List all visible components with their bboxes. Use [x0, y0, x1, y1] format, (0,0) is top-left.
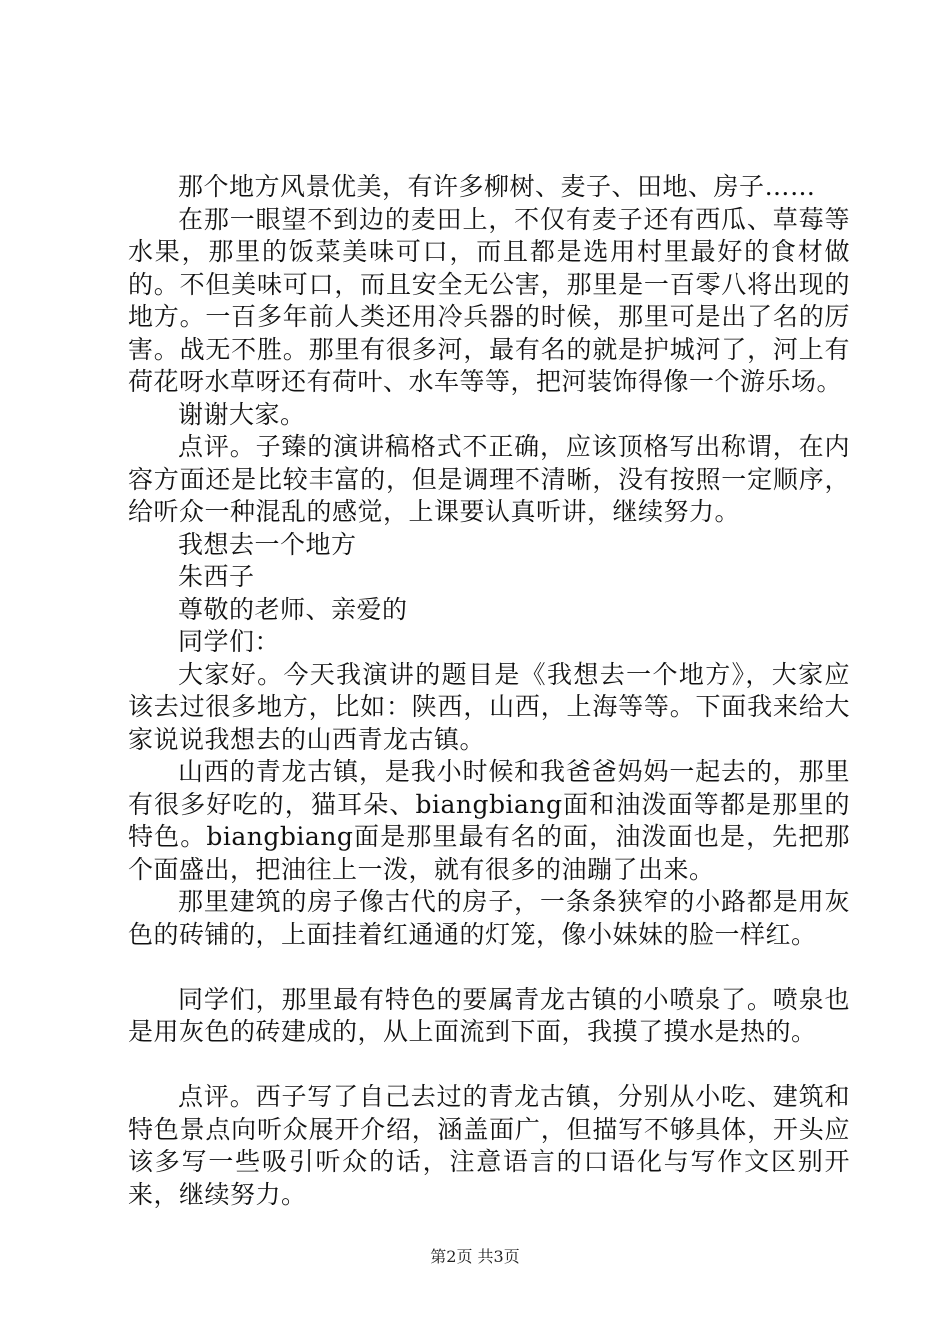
salutation-line-1: 尊敬的老师、亲爱的	[178, 594, 408, 624]
speech-title: 我想去一个地方	[178, 529, 357, 559]
paragraph-thanks: 谢谢大家。	[178, 399, 306, 429]
document-body	[128, 171, 850, 1211]
paragraph-comment-xizi: 点评。西子写了自己去过的青龙古镇，分别从小吃、建筑和特色景点向听众展开介绍，涵盖面广，但描写不够具体，开头应该多写一些吸引听众的话，注意语言的口语化与写作文区别开来，继续努力。	[128, 1082, 850, 1209]
paragraph-fountain: 同学们，那里最有特色的要属青龙古镇的小喷泉了。喷泉也是用灰色的砖建成的，从上面流到下面，我摸了摸水是热的。	[128, 984, 850, 1046]
page-number-footer: 第2页 共3页	[430, 1247, 520, 1266]
salutation-line-2: 同学们：	[178, 627, 281, 656]
paragraph-scenery: 那个地方风景优美，有许多柳树、麦子、田地、房子……	[178, 172, 816, 201]
speech-author: 朱西子	[178, 562, 255, 591]
paragraph-architecture: 那里建筑的房子像古代的房子，一条条狭窄的小路都是用灰色的砖铺的，上面挂着红通通的灯笼，像小妹妹的脸一样红。	[128, 887, 850, 949]
paragraph-intro: 大家好。今天我演讲的题目是《我想去一个地方》，大家应该去过很多地方，比如：陕西，山西，上海等等。下面我来给大家说说我想去的山西青龙古镇。	[128, 659, 850, 754]
paragraph-food: 山西的青龙古镇，是我小时候和我爸爸妈妈一起去的，那里有很多好吃的，猫耳朵、biangbiang面和油泼面等都是那里的特色。biangbiang面是那里最有名的面，油泼面也是，先把那个面盛出，把油往上一泼，就有很多的油蹦了出来。	[128, 757, 850, 884]
paragraph-wheat-field: 在那一眼望不到边的麦田上，不仅有麦子还有西瓜、草莓等水果，那里的饭菜美味可口，而且都是选用村里最好的食材做的。不但美味可口，而且安全无公害，那里是一百零八将出现的地方。一百多年前人类还用冷兵器的时候，那里可是出了名的厉害。战无不胜。那里有很多河，最有名的就是护城河了，河上有荷花呀水草呀还有荷叶、水车等等，把河装饰得像一个游乐场。	[128, 204, 850, 396]
paragraph-comment-zizhen: 点评。子臻的演讲稿格式不正确，应该顶格写出称谓，在内容方面还是比较丰富的，但是调理不清晰，没有按照一定顺序，给听众一种混乱的感觉，上课要认真听讲，继续努力。	[128, 432, 850, 526]
